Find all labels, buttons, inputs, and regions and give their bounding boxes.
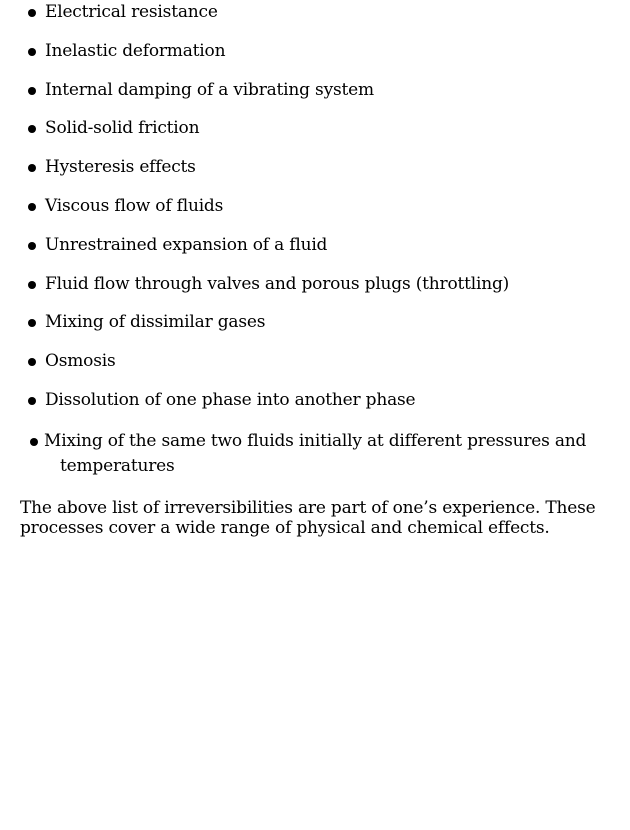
list-item-text: Mixing of the same two fluids initially at different pressures and bbox=[44, 430, 587, 451]
list-item bbox=[27, 312, 607, 332]
bullet-icon bbox=[28, 203, 36, 211]
bullet-icon bbox=[28, 87, 36, 95]
list-item-text: Solid-solid friction bbox=[45, 118, 200, 139]
list-item bbox=[27, 390, 607, 410]
list-item-text: Osmosis bbox=[45, 351, 116, 372]
list-item bbox=[27, 2, 607, 22]
summary-paragraph bbox=[20, 498, 610, 538]
list-item-text: Fluid flow through valves and porous plugs (throttling) bbox=[45, 273, 510, 294]
list-item-text: Dissolution of one phase into another phase bbox=[45, 389, 416, 410]
list-item-text: Mixing of dissimilar gases bbox=[45, 312, 266, 333]
list-item-text: Electrical resistance bbox=[45, 2, 218, 22]
bullet-icon bbox=[28, 242, 36, 250]
paragraph-line: processes cover a wide range of physical and chemical effects. bbox=[20, 518, 550, 538]
bullet-icon bbox=[28, 48, 36, 56]
list-item bbox=[27, 41, 607, 61]
list-item bbox=[27, 157, 607, 177]
bullet-icon bbox=[28, 319, 36, 327]
list-item-text: Viscous flow of fluids bbox=[45, 195, 224, 216]
list-item-text-continuation: temperatures bbox=[60, 455, 175, 476]
bullet-icon bbox=[28, 281, 36, 289]
bullet-icon bbox=[28, 125, 36, 133]
bullet-icon bbox=[28, 397, 36, 405]
list-item bbox=[27, 429, 607, 479]
paragraph-line: The above list of irreversibilities are part of one’s experience. These bbox=[20, 498, 596, 518]
list-item bbox=[27, 80, 607, 100]
list-item bbox=[27, 235, 607, 255]
list-item-text: Unrestrained expansion of a fluid bbox=[45, 234, 328, 255]
bullet-icon bbox=[28, 164, 36, 172]
bullet-icon bbox=[28, 9, 36, 17]
bullet-icon bbox=[28, 358, 36, 366]
bullet-icon bbox=[30, 438, 38, 446]
list-item-text: Hysteresis effects bbox=[45, 157, 196, 178]
list-item-text: Inelastic deformation bbox=[45, 40, 226, 61]
irreversibilities-list bbox=[27, 2, 607, 498]
list-item-text: Internal damping of a vibrating system bbox=[45, 79, 374, 100]
list-item bbox=[27, 118, 607, 138]
list-item bbox=[27, 196, 607, 216]
list-item bbox=[27, 351, 607, 371]
list-item bbox=[27, 274, 607, 294]
